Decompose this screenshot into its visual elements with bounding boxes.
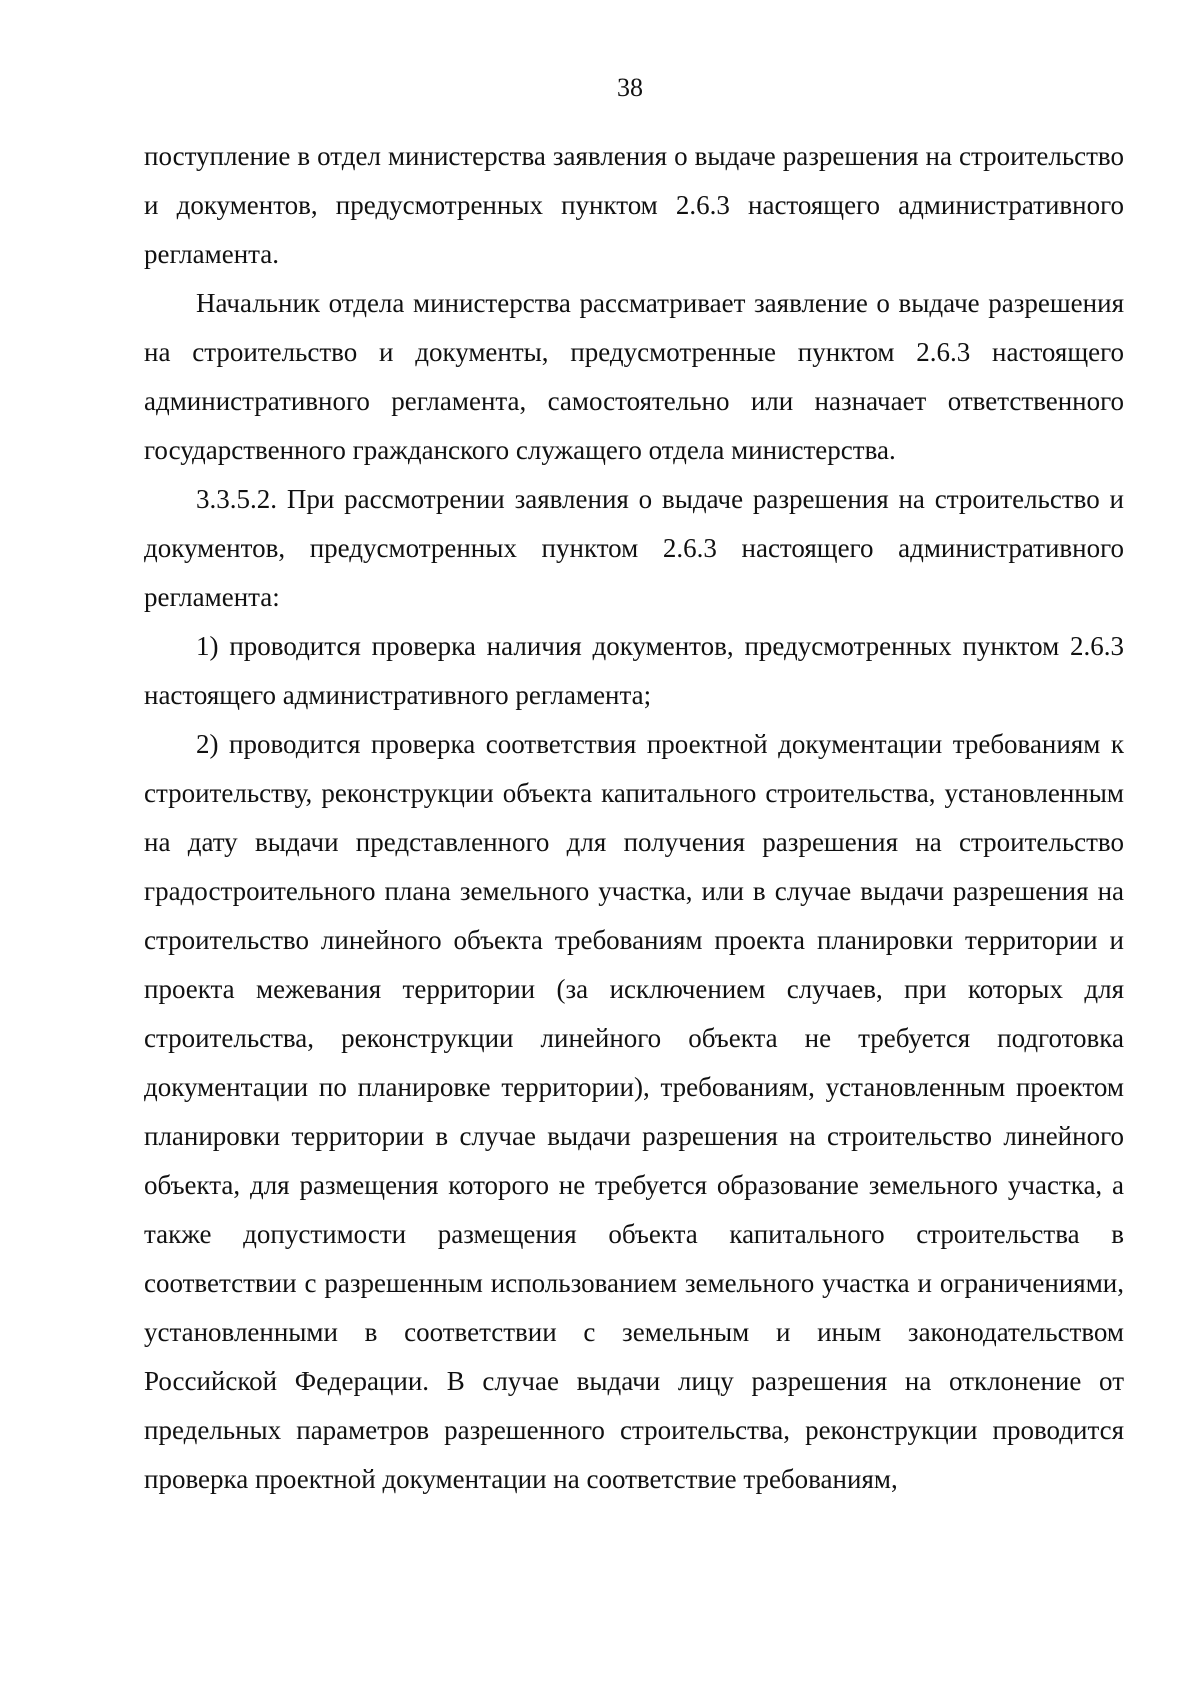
list-item-1: 1) проводится проверка наличия документов, предусмотренных пунктом 2.6.3 настоящего административного регламента; [144, 631, 1124, 710]
page-number: 38 [617, 73, 643, 102]
list-item-2: 2) проводится проверка соответствия проектной документации требованиям к строительству, реконструкции объекта капитального строительства, установленным на дату выдачи представленного для получения разрешения на строительство градостроительного плана земельного участка, или в случае выдачи разрешения на строительство линейного объекта требованиям проекта планировки территории и проекта межевания территории (за исключением случаев, при которых для строительства, реконструкции линейного объекта не требуется подготовка документации по планировке территории), требованиям, установленным проектом планировки территории в случае выдачи разрешения на строительство линейного объекта, для размещения которого не требуется образование земельного участка, а также допустимости размещения объекта капитального строительства в соответствии с разрешенным использованием земельного участка и ограничениями, установленными в соответствии с земельным и иным законодательством Российской Федерации. В случае выдачи лицу разрешения на отклонение от предельных параметров разрешенного строительства, реконструкции проводится проверка проектной документации на соответствие требованиям, [144, 729, 1124, 1494]
paragraph-department-head: Начальник отдела министерства рассматривает заявление о выдаче разрешения на строительство и документы, предусмотренные пунктом 2.6.3 настоящего административного регламента, самостоятельно или назначает ответственного государственного гражданского служащего отдела министерства. [144, 288, 1124, 465]
paragraph-section-3-3-5-2: 3.3.5.2. При рассмотрении заявления о выдаче разрешения на строительство и документов, предусмотренных пунктом 2.6.3 настоящего административного регламента: [144, 484, 1124, 612]
document-body [144, 132, 1124, 1504]
paragraph-continuation: поступление в отдел министерства заявления о выдаче разрешения на строительство и документов, предусмотренных пунктом 2.6.3 настоящего административного регламента. [144, 141, 1124, 269]
